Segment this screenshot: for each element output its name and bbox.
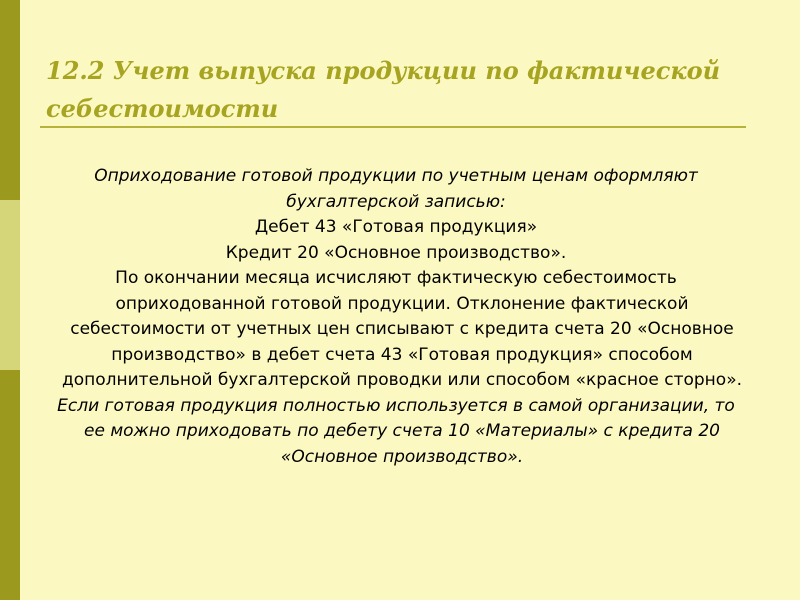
paragraph-posting-intro: Оприходование готовой продукции по учетным ценам оформляют бухгалтерской записью:	[94, 166, 698, 212]
paragraph-month-end: По окончании месяца исчисляют фактическую себестоимость оприходованной готовой продукции. Отклонение фактической себестоимости от учетных цен списывают с кредита счета 20 «Основное производство» в дебет счета 43 «Готовая продукция» способом дополнительной бухгалтерской проводки или способом «красное сторно».	[61, 268, 742, 390]
left-decorative-bar	[0, 0, 20, 600]
paragraph-internal-use: Если готовая продукция полностью используется в самой организации, то ее можно приходовать по дебету счета 10 «Материалы» с кредита 20 «Основное производство».	[57, 395, 735, 467]
left-bar-segment-middle	[0, 200, 20, 370]
title-underline	[40, 126, 746, 128]
paragraph-debit-43: Дебет 43 «Готовая продукция»	[254, 217, 538, 237]
left-bar-segment-bottom	[0, 370, 20, 600]
slide-body	[46, 164, 746, 470]
left-bar-segment-top	[0, 0, 20, 200]
paragraph-credit-20: Кредит 20 «Основное производство».	[225, 242, 567, 263]
slide-title: 12.2 Учет выпуска продукции по фактической себестоимости	[46, 56, 721, 123]
